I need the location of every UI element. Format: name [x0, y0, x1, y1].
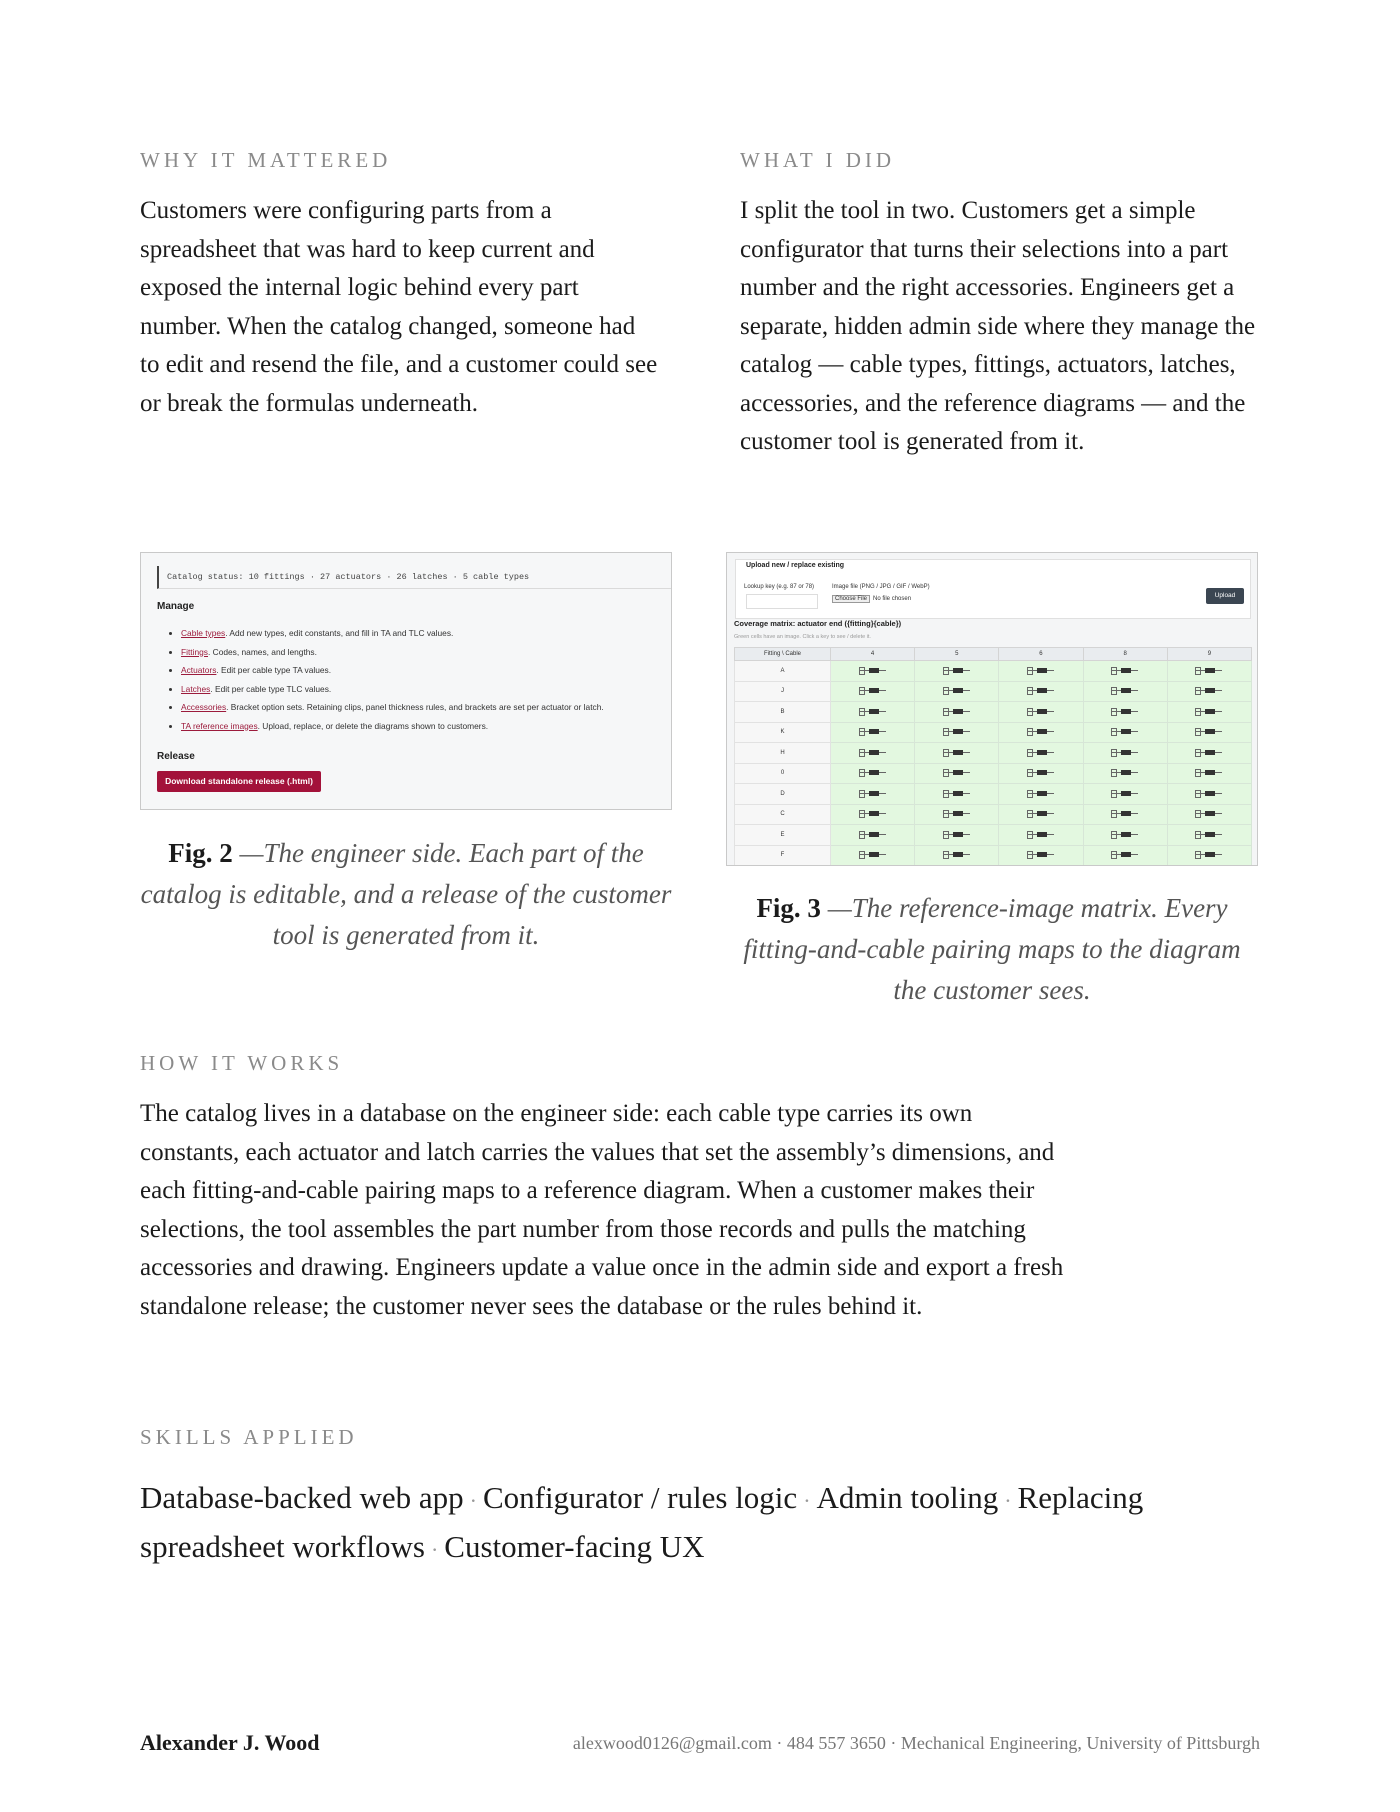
matrix-row — [735, 681, 1252, 702]
manage-link[interactable]: Fittings — [181, 646, 208, 657]
matrix-cell[interactable] — [915, 845, 999, 866]
figure-2-label: Fig. 2 — [168, 838, 233, 868]
diagram-thumbnail-icon — [943, 685, 971, 697]
matrix-cell[interactable] — [999, 661, 1083, 682]
skills-list — [140, 1475, 1160, 1573]
manage-item — [181, 624, 604, 643]
matrix-cell[interactable] — [1167, 804, 1251, 825]
matrix-row-label: J — [735, 681, 831, 702]
matrix-cell[interactable] — [999, 722, 1083, 743]
coverage-matrix — [734, 647, 1252, 866]
manage-item — [181, 643, 604, 662]
matrix-cell[interactable] — [1083, 784, 1167, 805]
manage-item-text: . Add new types, edit constants, and fill in TA and TLC values. — [225, 628, 454, 638]
upload-panel — [735, 559, 1251, 619]
matrix-row — [735, 804, 1252, 825]
matrix-cell[interactable] — [915, 661, 999, 682]
figure-3-caption — [726, 888, 1258, 1011]
diagram-thumbnail-icon — [943, 706, 971, 718]
manage-link[interactable]: Latches — [181, 683, 211, 694]
manage-item-text: . Edit per cable type TLC values. — [210, 683, 332, 694]
skill-separator: · — [803, 1488, 811, 1513]
upload-button[interactable]: Upload — [1206, 588, 1244, 604]
matrix-cell[interactable] — [831, 784, 915, 805]
corner-header: Fitting \ Cable — [735, 648, 831, 661]
coverage-matrix-title: Coverage matrix: actuator end ({fitting}{cable}) — [734, 619, 902, 628]
manage-item-text: . Codes, names, and lengths. — [208, 646, 317, 657]
manage-heading: Manage — [157, 601, 195, 612]
diagram-thumbnail-icon — [1111, 767, 1139, 779]
diagram-thumbnail-icon — [943, 726, 971, 738]
skill-separator: · — [430, 1537, 439, 1562]
matrix-cell[interactable] — [831, 743, 915, 764]
manage-link[interactable]: Actuators — [181, 665, 217, 675]
diagram-thumbnail-icon — [859, 808, 887, 820]
matrix-cell[interactable] — [999, 804, 1083, 825]
diagram-thumbnail-icon — [1111, 706, 1139, 718]
manage-link[interactable]: TA reference images — [181, 720, 258, 731]
matrix-cell[interactable] — [915, 804, 999, 825]
matrix-cell[interactable] — [999, 702, 1083, 723]
matrix-cell[interactable] — [831, 804, 915, 825]
diagram-thumbnail-icon — [1195, 747, 1223, 759]
matrix-column-header: 4 — [831, 648, 915, 661]
diagram-thumbnail-icon — [1195, 808, 1223, 820]
diagram-thumbnail-icon — [1195, 726, 1223, 738]
release-heading: Release — [157, 751, 195, 762]
upload-title: Upload new / replace existing — [746, 562, 845, 569]
why-paragraph: Customers were configuring parts from a spreadsheet that was hard to keep current and exposed the internal logic behind every part number. When the catalog changed, someone had to edit and resend the file, and a customer could see or break the formulas underneath. — [140, 197, 658, 417]
matrix-cell[interactable] — [915, 722, 999, 743]
matrix-row — [735, 702, 1252, 723]
matrix-row — [735, 661, 1252, 682]
matrix-cell[interactable] — [915, 825, 999, 846]
diagram-thumbnail-icon — [1027, 767, 1055, 779]
matrix-cell[interactable] — [915, 743, 999, 764]
matrix-row-label: B — [735, 702, 831, 723]
matrix-cell[interactable] — [1083, 722, 1167, 743]
diagram-thumbnail-icon — [1111, 685, 1139, 697]
diagram-thumbnail-icon — [1027, 685, 1055, 697]
lookup-key-input[interactable] — [746, 594, 818, 609]
diagram-thumbnail-icon — [1195, 685, 1223, 697]
diagram-thumbnail-icon — [1027, 829, 1055, 841]
no-file-text: No file chosen — [873, 596, 912, 602]
matrix-header-row — [735, 648, 1252, 661]
matrix-row-label: E — [735, 825, 831, 846]
matrix-row-label: F — [735, 845, 831, 866]
figure-3-caption-text: —The reference-image matrix. Every fitting-and-cable pairing maps to the diagram the customer sees. — [743, 893, 1241, 1005]
matrix-row — [735, 845, 1252, 866]
diagram-thumbnail-icon — [943, 849, 971, 861]
figure-3-label: Fig. 3 — [756, 893, 821, 923]
diagram-thumbnail-icon — [1111, 788, 1139, 800]
diagram-thumbnail-icon — [859, 726, 887, 738]
matrix-cell[interactable] — [1167, 845, 1251, 866]
diagram-thumbnail-icon — [1027, 849, 1055, 861]
skill-item: Replacing spreadsheet workflows — [140, 1480, 1144, 1564]
manage-item-text: . Edit per cable type TA values. — [216, 665, 332, 675]
figure-3-screenshot — [726, 552, 1258, 866]
matrix-row — [735, 825, 1252, 846]
matrix-row-label: D — [735, 784, 831, 805]
matrix-row-label: C — [735, 804, 831, 825]
skill-separator: · — [469, 1488, 477, 1513]
matrix-cell[interactable] — [831, 702, 915, 723]
matrix-row-label: 0 — [735, 763, 831, 784]
matrix-cell[interactable] — [1167, 681, 1251, 702]
matrix-row — [735, 743, 1252, 764]
matrix-row-label: H — [735, 743, 831, 764]
matrix-cell[interactable] — [1083, 681, 1167, 702]
skill-item: Admin tooling — [816, 1480, 999, 1515]
coverage-matrix-note: Green cells have an image. Click a key to see / delete it. — [734, 634, 871, 640]
lookup-key-label: Lookup key (e.g. 87 or 78) — [744, 584, 815, 590]
diagram-thumbnail-icon — [859, 685, 887, 697]
how-section-label: HOW IT WORKS — [140, 1051, 344, 1075]
choose-file-button[interactable]: Choose File — [832, 595, 870, 603]
matrix-body — [735, 661, 1252, 866]
diagram-thumbnail-icon — [943, 665, 971, 677]
matrix-cell[interactable] — [1083, 702, 1167, 723]
matrix-cell[interactable] — [999, 825, 1083, 846]
diagram-thumbnail-icon — [1195, 767, 1223, 779]
matrix-column-header: 9 — [1167, 648, 1251, 661]
diagram-thumbnail-icon — [943, 747, 971, 759]
matrix-cell[interactable] — [831, 722, 915, 743]
why-section-label: WHY IT MATTERED — [140, 148, 392, 172]
figure-2-caption-text: —The engineer side. Each part of the catalog is editable, and a release of the customer tool is generated from it. — [140, 838, 672, 950]
matrix-row — [735, 784, 1252, 805]
matrix-cell[interactable] — [999, 681, 1083, 702]
diagram-thumbnail-icon — [859, 665, 887, 677]
matrix-cell[interactable] — [1167, 702, 1251, 723]
manage-list — [167, 624, 604, 735]
download-release-button[interactable]: Download standalone release (.html) — [157, 771, 321, 792]
footer-contact: alexwood0126@gmail.com · 484 557 3650 · Mechanical Engineering, University of Pittsburgh — [572, 1733, 1260, 1753]
diagram-thumbnail-icon — [1027, 706, 1055, 718]
diagram-thumbnail-icon — [859, 829, 887, 841]
skill-item: Database-backed web app — [140, 1480, 464, 1515]
what-paragraph: I split the tool in two. Customers get a simple configurator that turns their selections into a part number and the right accessories. Engineers get a separate, hidden admin side where they manage the catalog — cable types, fittings, actuators, latches, accessories, and the reference diagrams — and the customer tool is generated from it. — [740, 197, 1256, 455]
figure-2-screenshot — [140, 552, 672, 810]
image-file-label: Image file (PNG / JPG / GIF / WebP) — [832, 584, 930, 590]
diagram-thumbnail-icon — [1027, 747, 1055, 759]
diagram-thumbnail-icon — [1027, 788, 1055, 800]
diagram-thumbnail-icon — [859, 747, 887, 759]
diagram-thumbnail-icon — [1111, 747, 1139, 759]
diagram-thumbnail-icon — [943, 808, 971, 820]
diagram-thumbnail-icon — [1111, 808, 1139, 820]
diagram-thumbnail-icon — [859, 706, 887, 718]
matrix-cell[interactable] — [999, 845, 1083, 866]
matrix-cell[interactable] — [915, 763, 999, 784]
manage-item — [181, 661, 604, 680]
manage-link[interactable]: Cable types — [181, 628, 226, 638]
matrix-cell[interactable] — [1167, 784, 1251, 805]
manage-item-text: . Bracket option sets. Retaining clips, panel thickness rules, and brackets are set per actuator or latch. — [226, 702, 604, 712]
matrix-cell[interactable] — [831, 825, 915, 846]
diagram-thumbnail-icon — [1111, 665, 1139, 677]
matrix-cell[interactable] — [1167, 763, 1251, 784]
diagram-thumbnail-icon — [1111, 829, 1139, 841]
matrix-column-header: 8 — [1083, 648, 1167, 661]
how-paragraph: The catalog lives in a database on the engineer side: each cable type carries its own constants, each actuator and latch carries the values that set the assembly’s dimensions, and each fitting-and-cable pairing maps to a reference diagram. When a customer makes their selections, the tool assembles the part number from those records and pulls the matching accessories and drawing. Engineers update a value once in the admin side and export a fresh standalone release; the customer never sees the database or the rules behind it. — [140, 1100, 1064, 1320]
matrix-row — [735, 722, 1252, 743]
matrix-cell[interactable] — [1167, 661, 1251, 682]
diagram-thumbnail-icon — [943, 788, 971, 800]
diagram-thumbnail-icon — [1195, 849, 1223, 861]
diagram-thumbnail-icon — [1195, 788, 1223, 800]
matrix-row-label: A — [735, 661, 831, 682]
matrix-column-header: 5 — [915, 648, 999, 661]
matrix-cell[interactable] — [999, 743, 1083, 764]
matrix-cell[interactable] — [1083, 743, 1167, 764]
manage-item — [181, 717, 604, 736]
diagram-thumbnail-icon — [943, 767, 971, 779]
matrix-cell[interactable] — [1083, 804, 1167, 825]
matrix-cell[interactable] — [1083, 661, 1167, 682]
matrix-column-header: 6 — [999, 648, 1083, 661]
skill-item: Configurator / rules logic — [482, 1480, 798, 1515]
diagram-thumbnail-icon — [859, 767, 887, 779]
diagram-thumbnail-icon — [1195, 829, 1223, 841]
diagram-thumbnail-icon — [1111, 849, 1139, 861]
manage-item-text: . Upload, replace, or delete the diagrams shown to customers. — [257, 720, 489, 731]
matrix-cell[interactable] — [1083, 825, 1167, 846]
matrix-row — [735, 763, 1252, 784]
manage-link[interactable]: Accessories — [181, 702, 227, 712]
diagram-thumbnail-icon — [1195, 665, 1223, 677]
catalog-status: Catalog status: 10 fittings · 27 actuators · 26 latches · 5 cable types — [157, 566, 671, 589]
diagram-thumbnail-icon — [859, 849, 887, 861]
matrix-cell[interactable] — [999, 784, 1083, 805]
footer-name: Alexander J. Wood — [140, 1730, 320, 1755]
what-section-label: WHAT I DID — [740, 148, 896, 172]
matrix-cell[interactable] — [1083, 845, 1167, 866]
matrix-cell[interactable] — [831, 661, 915, 682]
diagram-thumbnail-icon — [1195, 706, 1223, 718]
matrix-cell[interactable] — [831, 681, 915, 702]
diagram-thumbnail-icon — [1027, 726, 1055, 738]
matrix-cell[interactable] — [999, 763, 1083, 784]
matrix-cell[interactable] — [915, 681, 999, 702]
diagram-thumbnail-icon — [1111, 726, 1139, 738]
diagram-thumbnail-icon — [943, 829, 971, 841]
diagram-thumbnail-icon — [1027, 808, 1055, 820]
manage-item — [181, 698, 604, 717]
skill-item: Customer-facing UX — [444, 1529, 705, 1564]
matrix-cell[interactable] — [831, 763, 915, 784]
matrix-cell[interactable] — [1167, 825, 1251, 846]
matrix-cell[interactable] — [1167, 743, 1251, 764]
matrix-cell[interactable] — [831, 845, 915, 866]
skills-section-label: SKILLS APPLIED — [140, 1425, 358, 1449]
diagram-thumbnail-icon — [1027, 665, 1055, 677]
matrix-cell[interactable] — [915, 784, 999, 805]
manage-item — [181, 680, 604, 699]
file-picker[interactable] — [832, 596, 911, 602]
matrix-cell[interactable] — [1083, 763, 1167, 784]
diagram-thumbnail-icon — [859, 788, 887, 800]
matrix-cell[interactable] — [915, 702, 999, 723]
figure-2-caption — [140, 833, 672, 956]
matrix-cell[interactable] — [1167, 722, 1251, 743]
skill-separator: · — [1004, 1488, 1012, 1513]
matrix-row-label: K — [735, 722, 831, 743]
